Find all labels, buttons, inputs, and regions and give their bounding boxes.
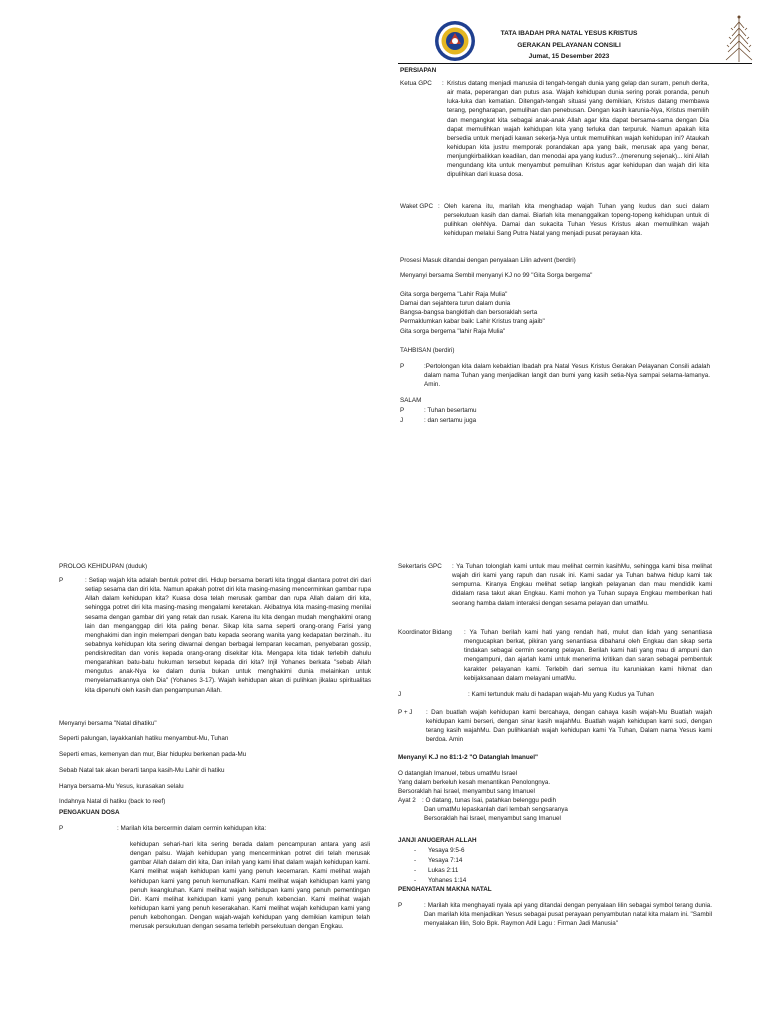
kj-title: Menyanyi K.J no 81:1-2 "O Datanglah Imanuel"	[398, 754, 538, 761]
bullet-icon: -	[414, 867, 417, 874]
tahbisan-label: P	[400, 363, 405, 370]
section-salam: SALAM	[400, 397, 422, 404]
song-line: Gita sorga bergema "lahir Raja Mulia"	[400, 327, 506, 335]
sekertaris-text: : Ya Tuhan tolonglah kami untuk mau melihat cermin kasihMu, sehingga kami bisa melihat wajah diri kami yang rapuh dan rusak ini. Kami sadar ya Tuhan bahwa hidup kami tak sempurna. Kiranya Engkau melihat setiap langkah pelayanan dan mau mendidik kami didalam rasa takut akan Engkau. Kami mohon ya Tuhan supaya Engkau memberikan hati seorang hamba dalam interaksi dengan sesama pelayan dan umatMu.	[452, 563, 712, 607]
tahbisan-text: :Pertolongan kita dalam kebaktian Ibadah pra Natal Yesus Kristus Gerakan Pelayanan Consili adalah dalam nama Tuhan yang menjadikan langit dan bumi yang kasih setia-Nya sampai selama-lamanya. Amin.	[424, 363, 710, 389]
pj-label: P + J	[398, 709, 413, 716]
section-janji: JANJI ANUGERAH ALLAH	[398, 837, 477, 844]
pengakuan-block	[59, 824, 372, 834]
pengakuan-body: kehidupan sehari-hari kita sering berada dalam pencampuran antara yang asli dengan palsu. Wajah kehidupan yang mencerminkan potret diri telah merusak gambar Allah dalam diri kita, Dan inilah yang kami lihat dalam wajah kehidupan kami. Kami melihat wajah kehidupan kami yang penuh kecemaran. Kami melihat wajah kehidupan kami yang penuh kemunafikan. Kami melihat wajah kehidupan kami yang penuh keangkuhan. Kami melihat wajah kehidupan kami yang penuh pementingan Diri. Kami melihat kehidupan kami yang penuh kebencian. Kami melihat wajah kehidupan kami yang penuh keserakahan. Kami melihat wajah kehidupan kami yang penuh kebohongan. Dengan wajah-wajah kehidupan yang demikian kamipun telah merusak persukutuan dengan sesama terlebih persekutuan dengan Engkau.	[130, 841, 370, 931]
ayat-line: Bersoraklah hai Israel, menyambut sang Imanuel	[424, 815, 561, 822]
ketua-colon: :	[442, 80, 444, 87]
penghayatan-block	[398, 901, 714, 931]
prolog-label: P	[59, 577, 64, 584]
header-title: TATA IBADAH PRA NATAL YESUS KRISTUS	[500, 30, 638, 37]
ketua-text: Kristus datang menjadi manusia di tengah-tengah dunia yang gelap dan suram, penuh derita, air mata, peperangan dan putus asa. Wajah kehidupan dunia sering porak poranda, penuh luka-luka dan kematian. Ditengah-tengah situasi yang demikian, Kristus datang membawa terang, pengharapan, pemulihan dan penebusan. Dengan kasih karunia-Nya, Kristus memilih dan mengangkat kita sebagai anak-anak Allah agar kita dapat bersama-sama dengan Dia dapat memulihkan wajah kehidupan kita yang terluka dan terpuruk. Namun apakah kita bersedia untuk menjadi kawan sekerja-Nya untuk memulihkan wajah kehidupan ini? Ataukah kehidupan kita justru memporak porandakan apa yang baik, merusak apa yang benar, menjungkirbalikkan keadilan, dan menodai apa yang kudus?...(merenung sejenak)... kini Allah mengundang kita untuk menyambut pemulihan Kristus agar kehidupan dan wajah diri kita dipulihkan dari kuasa dosa.	[447, 80, 709, 179]
pj-block	[398, 708, 714, 748]
section-penghayatan: PENGHAYATAN MAKNA NATAL	[398, 886, 492, 893]
section-pengakuan: PENGAKUAN DOSA	[59, 809, 120, 816]
janji-item: Lukas 2:11	[428, 867, 459, 874]
section-tahbisan: TAHBISAN (berdiri)	[400, 347, 455, 354]
janji-item: Yohanes 1:14	[428, 877, 467, 884]
waket-block	[400, 202, 712, 252]
tahbisan-block	[400, 362, 712, 392]
section-prolog: PROLOG KEHIDUPAN (duduk)	[59, 563, 148, 570]
song-line: Damai dan sejahtera turun dalam dunia	[400, 300, 511, 308]
kj-line: Bersoraklah hai Israel, menyambut sang Imanuel	[398, 788, 535, 796]
waket-label: Waket GPC	[400, 203, 434, 210]
natal-song-line: Sebab Natal tak akan berarti tanpa kasih-Mu Lahir di hatiku	[59, 767, 225, 774]
ayat-line: Dan umatMu lepaskanlah dari lembah sengsaranya	[424, 806, 568, 813]
sekertaris-label: Sekertaris GPC	[398, 563, 442, 570]
j-label: J	[398, 691, 402, 698]
gpc-logo	[434, 20, 476, 62]
bullet-icon: -	[414, 857, 417, 864]
pengakuan-label: P	[59, 825, 64, 832]
song-lyrics	[400, 290, 545, 336]
salam-j-label: J	[400, 417, 404, 424]
header-date: Jumat, 15 Desember 2023	[528, 53, 610, 60]
section-persiapan: PERSIAPAN	[400, 67, 437, 74]
waket-text: Oleh karena itu, marilah kita menghadap wajah Tuhan yang kudus dan suci dalam persekutuan kasih dan damai. Biarlah kita menanggalkan topeng-topeng kehidupan untuk di pulihkan olehNya. Damai dan sukacita Tuhan Yesus Kristus akan memulihkan wajah kehidupan melalui Sang Putra Natal yang menjadi pusat perayaan kita.	[444, 203, 709, 238]
song-line: Bangsa-bangsa bangkitlah dan bersoraklah serta	[400, 309, 538, 317]
bullet-icon: -	[414, 877, 417, 884]
penghayatan-label: P	[398, 902, 403, 909]
ayat-line: : O datang, tunas Isai, patahkan belenggu pedih	[422, 797, 557, 804]
prosesi-text: Prosesi Masuk ditandai dengan penyalaan Lilin advent (berdiri)	[400, 257, 576, 264]
kj-line: Yang dalam berkeluh kesah menantikan Penolongnya.	[398, 779, 551, 787]
sekertaris-block	[398, 562, 714, 624]
natal-song-line: Indahnya Natal di hatiku (back to reef)	[59, 798, 166, 805]
pengakuan-intro: : Marilah kita bercermin dalam cermin kehidupan kita:	[117, 825, 267, 832]
salam-p-label: P	[400, 407, 405, 414]
ayat-block	[398, 796, 714, 824]
bullet-icon: -	[414, 847, 417, 854]
koordinator-text: : Ya Tuhan berilah kami hati yang rendah hati, mulut dan lidah yang senantiasa mengucapkan berkat, pikiran yang senantiasa dibaharui oleh Engkau dan sikap serta tindakan sebagai cermin seorang pelayan. Berilah kami hati yang mau di ampuni dan mengampuni, dan ajarlah kami untuk menerima kritikan dan saran sebagai pembentuk karakter pelayanan kami. Terlebih dari semua itu karuniakan kami hikmat dan kebijaksanaan dalam melayani umatMu.	[464, 629, 712, 682]
salam-p-text: : Tuhan besertamu	[424, 407, 477, 414]
janji-item: Yesaya 9:5-6	[428, 847, 465, 854]
salam-j-text: : dan sertamu juga	[424, 417, 477, 424]
song-line: Permaklumkan kabar baik: Lahir Kristus trang ajaib"	[400, 318, 545, 326]
janji-list	[398, 846, 598, 886]
j-text: : Kami tertunduk malu di hadapan wajah-Mu yang Kudus ya Tuhan	[468, 691, 654, 698]
natal-song-title: Menyanyi bersama "Natal dihatiku"	[59, 720, 157, 727]
pj-text: : Dan buatlah wajah kehidupan kami bercahaya, dengan cahaya kasih wajah-Mu Buatlah wajah kehidupan kami berseri, dengan sinar kasih wajahMu. Buatlah wajah kehidupan kami suci, dengan terang kasih wajahMu. Dan pulihkanlah wajah kehidupan kami Ya Tuhan, Dalam nama Yesus kami berdoa. Amin	[426, 709, 712, 744]
natal-song-line: Seperti palungan, layakkanlah hatiku menyambut-Mu, Tuhan	[59, 735, 229, 742]
penghayatan-text: : Marilah kita menghayati nyala api yang ditandai dengan penyalaan lilin sebagai symbol terang dunia. Dan marilah kita menjadikan Yesus sebagai pusat perayaan penyambutan natal kita malam ini. "Sambil menyalakan lilin, Solo Bpk. Raymon Adil Lagu : Firman Jadi Manusia"	[424, 902, 712, 928]
j-block	[398, 690, 714, 700]
menyanyi-text: Menyanyi bersama Sembil menyanyi KJ no 99 "Gita Sorga bergema"	[400, 272, 593, 279]
natal-song-line: Hanya bersama-Mu Yesus, kurasakan selalu	[59, 783, 184, 790]
natal-song-line: Seperti emas, kemenyan dan mur, Biar hidupku berkenan pada-Mu	[59, 751, 247, 758]
prolog-block	[59, 576, 372, 718]
salam-j	[400, 416, 600, 426]
waket-colon: :	[438, 203, 440, 210]
header-organization: GERAKAN PELAYANAN CONSILI	[517, 42, 621, 49]
janji-item: Yesaya 7:14	[428, 857, 463, 864]
ketua-block	[400, 79, 712, 197]
prolog-text: : Setiap wajah kita adalah bentuk potret diri. Hidup bersama berarti kita tinggal diantara potret diri dari setiap sesama dan diri kita. Namun apakah potret diri kita masing-masing mencerminkan gambar rupa Allah dalam kehidupan kita? Kuasa dosa telah merusak gambar dan rupa Allah dalam diri kita, sehingga potret diri kita masing-masing mengalami keretakan. Akibatnya kita masing-masing menilai sesama dengan gambar diri yang retak dan rusak. Karena itu kita dengan mudah menghakimi orang lain dan menganggap diri kita paling benar. Sikap kita sama seperti orang-orang Farisi yang menghakimi dan ingin melempari dengan batu kepada seorang wanita yang kedapatan berzinah.. itu sebabnya kehidupan kita sering diwarnai dengan berbagai lemparan kecaman, penyebaran gossip, pendiskreditan dan vonis kepada orang-orang disekitar kita. Mengapa kita tidak terlebih dahulu mengarahkan batu-batu hukuman tersebut kepada diri kita? Injil Yohanes berkata "sebab Allah mengutus anak-Nya ke dalam dunia bukan untuk menghakimi dunia melainkan untuk menyelamatkannya oleh Dia" (Yohanes 3-17). Wajah kehidupan akan di pulihkan jikalau spiritualitas kita dipenuhi oleh kasih dan pengampunan Allah.	[85, 577, 371, 694]
header-rule	[398, 63, 752, 64]
kj-lyrics	[398, 769, 550, 796]
ketua-label: Ketua GPC	[400, 80, 432, 87]
kj-line: O datanglah Imanuel, tebus umatMu Israel	[398, 770, 518, 777]
song-line: Gita sorga bergema "Lahir Raja Mulia"	[400, 291, 508, 298]
salam-p	[400, 406, 600, 416]
christmas-tree-icon	[724, 14, 754, 64]
ayat-label: Ayat 2	[398, 797, 416, 804]
koordinator-label: Koordinator Bidang	[398, 629, 452, 636]
